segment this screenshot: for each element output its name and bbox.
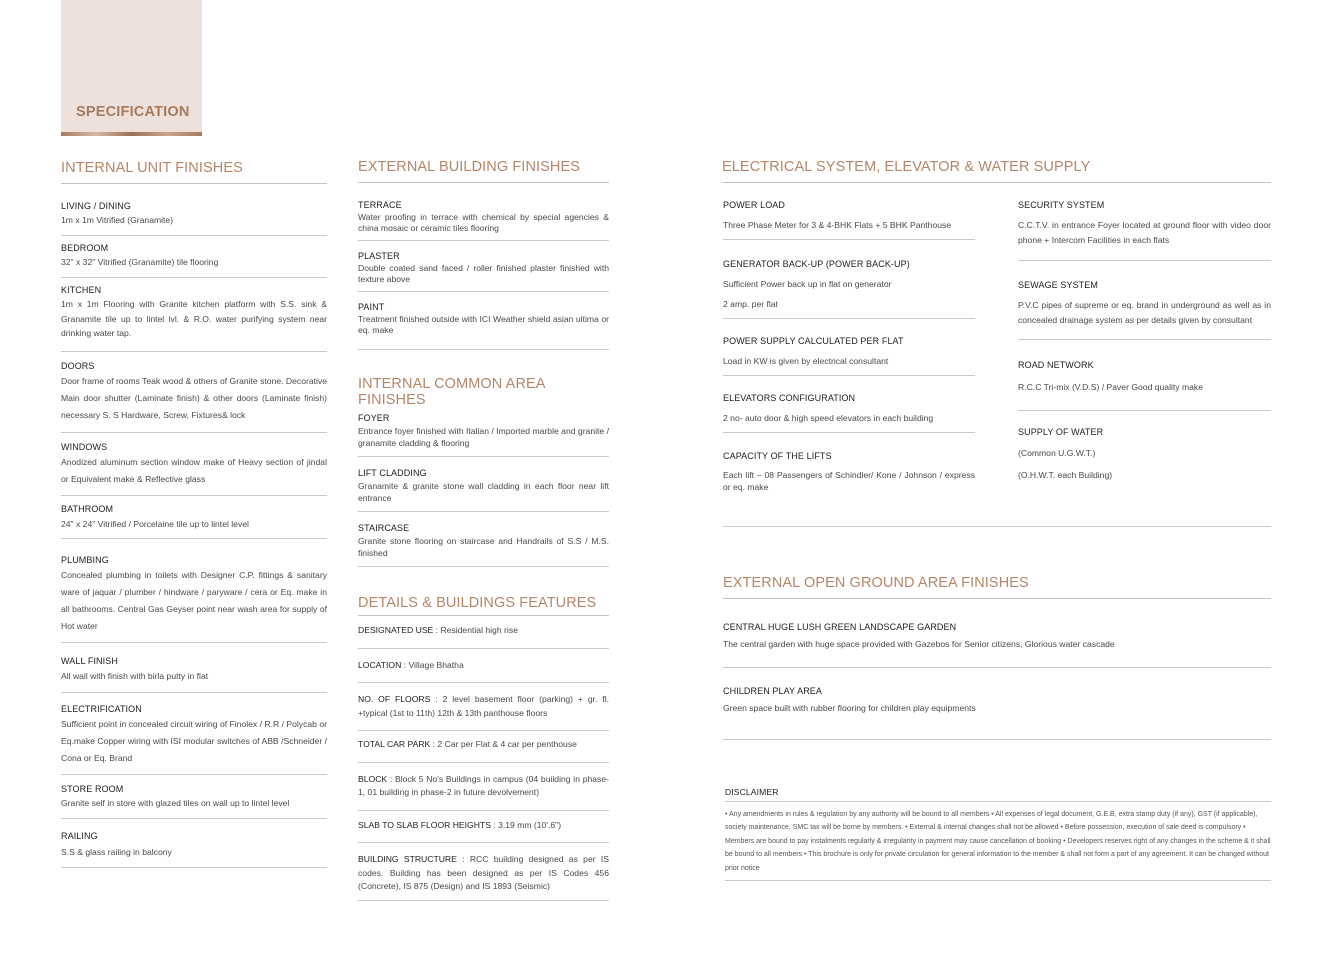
list-item [723, 319, 975, 376]
item-value: Treatment finished outside with ICI Weather shield asian ultima or eq. make [358, 314, 609, 335]
list-item [1018, 340, 1271, 411]
item-value: 24" x 24" Vitrified / Porcelaine tile up to lintel level [61, 518, 249, 529]
list-item [358, 731, 609, 763]
internal-unit-title: INTERNAL UNIT FINISHES [61, 160, 327, 184]
list-item [61, 352, 327, 433]
item-label: LIFT CLADDING [358, 468, 427, 478]
disclaimer-section [725, 785, 1271, 881]
list-item [723, 376, 975, 433]
list-item [723, 240, 975, 319]
item-value: Load in KW is given by electrical consultant [723, 356, 889, 366]
list-item [723, 190, 975, 240]
list-item [723, 433, 975, 493]
item-label: DOORS [61, 360, 95, 371]
list-item [358, 616, 609, 649]
item-label: PAINT [358, 302, 385, 312]
details-title: DETAILS & BUILDINGS FEATURES [358, 595, 609, 616]
item-label: CHILDREN PLAY AREA [723, 686, 823, 696]
list-item [1018, 261, 1271, 340]
item-value: : 2 level basement floor (parking) + gr. fl. +typical (1st to 11th) 12th & 13th panthouse floors [358, 694, 609, 718]
item-label: DESIGNATED USE [358, 625, 434, 635]
disclaimer-title: DISCLAIMER [725, 785, 1271, 802]
list-item [358, 649, 609, 684]
item-label: PLUMBING [61, 554, 109, 565]
item-value: (O.H.W.T. each Building) [1018, 470, 1113, 480]
item-value: Water proofing in terrace with chemical by special agencies & china mosaic or ceramic tiles flooring [358, 212, 609, 233]
item-label: NO. OF FLOORS [358, 694, 431, 704]
list-item [1018, 411, 1271, 482]
list-item [723, 668, 1271, 740]
item-label: SEWAGE SYSTEM [1018, 280, 1098, 290]
item-value: Three Phase Meter for 3 & 4-BHK Flats + 5 BHK Panthouse [723, 220, 952, 230]
item-label: FOYER [358, 413, 390, 423]
list-item [61, 236, 327, 278]
electrical-left-list [723, 190, 975, 493]
list-item [358, 457, 609, 512]
item-label: POWER SUPPLY CALCULATED PER FLAT [723, 336, 904, 346]
electrical-section-divider [723, 526, 1271, 527]
item-label: ELECTRIFICATION [61, 703, 142, 714]
item-label: SECURITY SYSTEM [1018, 200, 1105, 210]
list-item [358, 843, 609, 901]
disclaimer-text: • Any amendments in rules & regulation by any authority will be bound to all members • All expenses of legal document, G.E.B, extra stamp duty (if any), GST (if applicable), society maintenance, SMC tax will be borne by members. • External & internal changes shall not be allowed • Before possession, execution of sale deed is compulsory • Members are bound to pay instalments regularly & irregularity in payment may cause cancellation of booking • Developers reserves right of any changes in the scheme & it shall be bound to all members • This brochure is only for private circulation for general information to the member & shall not form a part of any agreement. It can be changed without prior notice [725, 802, 1271, 881]
electrical-right-list [1018, 190, 1271, 482]
internal-unit-finishes-section [61, 160, 327, 868]
item-value: C.C.T.V. in entrance Foyer located at ground floor with video door phone + Intercom Facilities in each flats [1018, 220, 1271, 245]
item-label: SLAB TO SLAB FLOOR HEIGHTS [358, 819, 491, 830]
list-item [723, 599, 1271, 668]
list-item [358, 683, 609, 731]
list-item [61, 184, 327, 236]
external-open-ground-section [723, 575, 1271, 740]
item-label: CAPACITY OF THE LIFTS [723, 451, 832, 461]
item-label: STORE ROOM [61, 783, 124, 794]
list-item [61, 643, 327, 693]
item-label: BLOCK [358, 773, 388, 784]
item-value: R.C.C Tri-mix (V.D.S) / Paver Good quality make [1018, 382, 1203, 392]
internal-common-area-section [358, 376, 609, 567]
item-label: BEDROOM [61, 243, 109, 253]
electrical-elevator-water-title-wrap [722, 159, 1271, 183]
item-value: Anodized aluminum section window make of Heavy section of jindal or Equivalent make & Reflective glass [61, 456, 327, 484]
item-value: P.V.C pipes of supreme or eq. brand in underground as well as in concealed drainage system as per details given by consultant [1018, 300, 1271, 325]
item-value: Sufficient Power back up in flat on generator [723, 279, 892, 289]
internal-common-title: INTERNAL COMMON AREA FINISHES [358, 376, 545, 408]
electrical-title: ELECTRICAL SYSTEM, ELEVATOR & WATER SUPPLY [722, 159, 1271, 183]
item-value: The central garden with huge space provided with Gazebos for Senior citizens, Glorious water cascade [723, 639, 1115, 649]
item-value: : 3.19 mm (10'.6") [490, 819, 562, 830]
item-label: CENTRAL HUGE LUSH GREEN LANDSCAPE GARDEN [723, 622, 957, 632]
details-features-section [358, 595, 609, 901]
item-label: SUPPLY OF WATER [1018, 427, 1104, 437]
item-value: S.S & glass railing in balcony [61, 846, 172, 857]
list-item [61, 278, 327, 352]
item-label: RAILING [61, 830, 98, 841]
item-value: : RCC building designed as per IS codes. Building has been designed as per IS Codes 456 (Concrete), IS 875 (Design) and IS 1893 (Seismic) [358, 854, 609, 891]
list-item [61, 496, 327, 539]
item-value: Green space built with rubber flooring for children play equipments [723, 703, 976, 713]
item-value: 2 no- auto door & high speed elevators in each building [723, 413, 934, 423]
item-label: STAIRCASE [358, 523, 410, 533]
item-label: WALL FINISH [61, 655, 118, 666]
item-value: Double coated sand faced / roller finished plaster finished with texture above [358, 263, 609, 284]
item-value: 32" x 32" Vitrified (Granamite) tile flooring [61, 257, 219, 267]
list-item [1018, 190, 1271, 261]
item-value: Door frame of rooms Teak wood & others of Granite stone. Decorative Main door shutter (Laminate finish) & other doors (Laminate finish) necessary S. S Hardware, Screw, Fixtures& lock [61, 375, 327, 420]
list-item [358, 811, 609, 844]
list-item [358, 292, 609, 350]
title-underline-bar [61, 132, 202, 136]
item-value: 1m x 1m Flooring with Granite kitchen platform with S.S. sink & Granamite tile up to lintel lvl. & R.O. water purifying system near drinking water tap. [61, 299, 327, 338]
item-value: Each lift – 08 Passengers of Schindler/ Kone / Johnson / express or eq. make [723, 470, 975, 492]
item-label: LOCATION [358, 659, 402, 670]
internal-unit-list [61, 184, 327, 868]
list-item [358, 241, 609, 292]
page-title: SPECIFICATION [76, 104, 190, 120]
list-item [358, 512, 609, 567]
item-label: POWER LOAD [723, 200, 786, 210]
item-value: : Village Bhatha [401, 659, 464, 670]
list-item [61, 539, 327, 643]
item-value: Granite stone flooring on staircase and Handrails of S.S / M.S. finished [358, 536, 609, 558]
external-building-title: EXTERNAL BUILDING FINISHES [358, 159, 609, 183]
item-value: Granite self in store with glazed tiles on wall up to lintel level [61, 797, 290, 808]
external-open-title: EXTERNAL OPEN GROUND AREA FINISHES [723, 575, 1271, 599]
item-label: ELEVATORS CONFIGURATION [723, 393, 856, 403]
specification-tab [61, 0, 202, 136]
item-label: BATHROOM [61, 503, 114, 514]
item-label: GENERATOR BACK-UP (POWER BACK-UP) [723, 259, 910, 269]
list-item [61, 433, 327, 496]
item-label: BUILDING STRUCTURE [358, 854, 457, 864]
item-value: (Common U.G.W.T.) [1018, 448, 1096, 458]
item-value: 1m x 1m Vitrified (Granamite) [61, 215, 174, 225]
item-label: LIVING / DINING [61, 201, 132, 211]
list-item [358, 183, 609, 241]
list-item [358, 411, 609, 457]
item-label: TERRACE [358, 200, 402, 210]
external-building-finishes-section [358, 159, 609, 350]
item-value: : Residential high rise [433, 625, 518, 635]
list-item [61, 819, 327, 868]
list-item [358, 763, 609, 811]
item-value: Sufficient point in concealed circuit wiring of Finolex / R.R / Polycab or Eq.make Copper wiring with ISI modular switches of ABB /Schneider / Cona or Eq. Brand [61, 718, 327, 763]
item-value: Entrance foyer finished with Italian / Imported marble and granite / granamite cladding & flooring [358, 426, 609, 448]
item-label: WINDOWS [61, 441, 108, 452]
item-value: 2 amp. per flat [723, 299, 778, 309]
item-value: : 2 Car per Flat & 4 car per penthouse [430, 739, 577, 749]
item-label: TOTAL CAR PARK [358, 739, 431, 749]
item-label: KITCHEN [61, 285, 102, 295]
item-value: Concealed plumbing in toilets with Designer C.P. fittings & sanitary ware of jaquar / plumber / hindware / paryware / cera or Eq. make in all bathrooms. Central Gas Geyser point near wash area for supply of Hot water [61, 569, 327, 631]
item-value: Granamite & granite stone wall cladding in each floor near lift entrance [358, 481, 609, 503]
list-item [61, 693, 327, 775]
list-item [61, 775, 327, 819]
item-label: PLASTER [358, 251, 400, 261]
item-label: ROAD NETWORK [1018, 360, 1094, 370]
item-value: All wall with finish with birla putty in flat [61, 670, 209, 681]
item-value: : Block 5 No's Buildings in campus (04 building in phase-1, 01 building in phase-2 in future devolvement) [358, 773, 609, 797]
